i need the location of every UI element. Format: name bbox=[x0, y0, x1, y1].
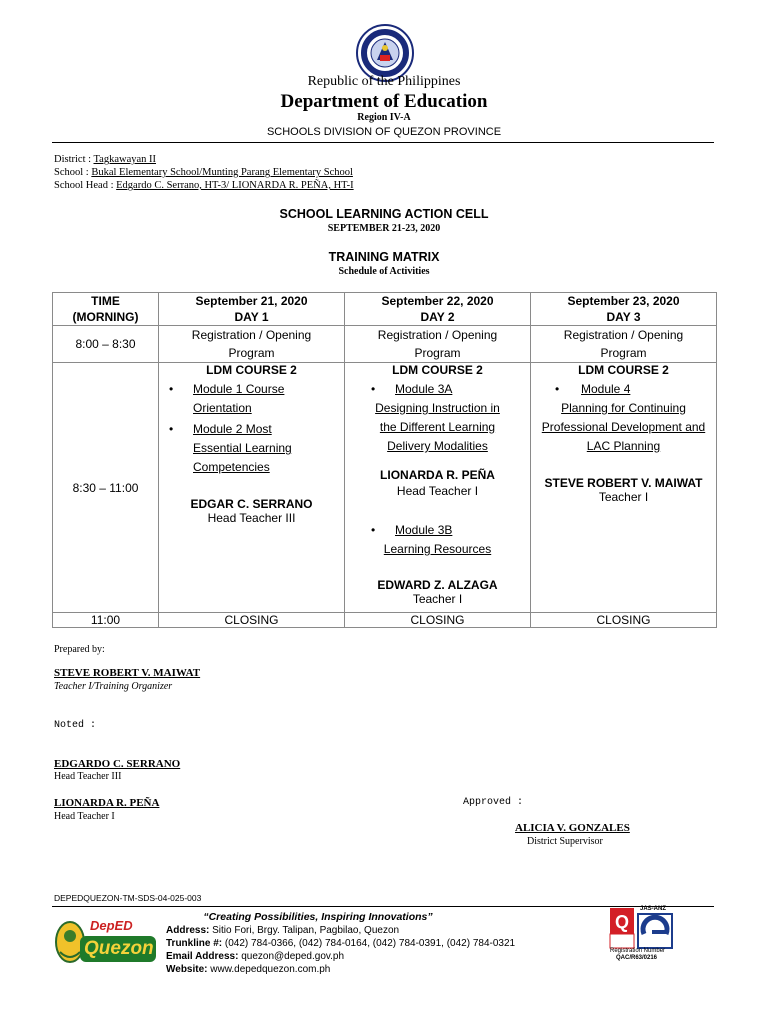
bullet-icon: • bbox=[555, 382, 560, 396]
day3-sessions-cell bbox=[531, 363, 717, 613]
closing-cell: CLOSING bbox=[531, 613, 717, 628]
time-header-sub: (MORNING) bbox=[72, 310, 139, 324]
school-label: School : bbox=[54, 167, 92, 178]
division-text: SCHOOLS DIVISION OF QUEZON PROVINCE bbox=[266, 126, 502, 138]
website-label: Website: bbox=[166, 964, 211, 975]
prepared-role: Teacher I/Training Organizer bbox=[54, 681, 173, 692]
slac-title: SCHOOL LEARNING ACTION CELL bbox=[279, 207, 489, 221]
time-header bbox=[53, 293, 159, 326]
day1-module-list bbox=[159, 380, 344, 477]
time-header-label: TIME bbox=[91, 294, 120, 308]
table-header-row bbox=[53, 293, 717, 326]
speaker-name: EDWARD Z. ALZAGA bbox=[377, 578, 498, 592]
speaker-name: EDGAR C. SERRANO bbox=[190, 497, 313, 511]
table-row bbox=[53, 363, 717, 613]
training-matrix-table bbox=[52, 292, 717, 628]
module-text: Planning for Continuing bbox=[561, 401, 686, 415]
module-text: Professional Development and bbox=[541, 420, 706, 434]
header-divider bbox=[52, 142, 714, 143]
speaker-name: LIONARDA R. PEÑA bbox=[380, 468, 495, 482]
trunkline-label: Trunkline #: bbox=[166, 938, 225, 949]
list-item bbox=[169, 380, 344, 418]
registration-line: Registration / Opening bbox=[563, 328, 684, 342]
table-row bbox=[53, 326, 717, 363]
website-value: www.depedquezon.com.ph bbox=[210, 964, 331, 975]
course-title: LDM COURSE 2 bbox=[392, 363, 483, 377]
logo-deped-text: DepED bbox=[90, 918, 133, 933]
time-cell: 11:00 bbox=[53, 613, 159, 628]
approved-role: District Supervisor bbox=[527, 836, 603, 847]
deped-quezon-logo bbox=[54, 916, 160, 966]
speaker-role: Teacher I bbox=[412, 592, 463, 606]
school-info bbox=[54, 153, 354, 192]
svg-text:Q: Q bbox=[614, 912, 630, 932]
list-item bbox=[169, 420, 344, 477]
list-item bbox=[531, 380, 716, 399]
bullet-icon: • bbox=[371, 382, 376, 396]
region-text: Region IV-A bbox=[357, 112, 411, 123]
registration-line: Program bbox=[228, 346, 275, 360]
registration-line: Registration / Opening bbox=[191, 328, 312, 342]
module-text: LAC Planning bbox=[586, 439, 661, 453]
registration-cell bbox=[345, 326, 531, 363]
department-title: Department of Education bbox=[280, 91, 488, 112]
approved-label: Approved : bbox=[463, 797, 524, 808]
day2-sessions-cell bbox=[345, 363, 531, 613]
module-text: Delivery Modalities bbox=[387, 439, 488, 453]
day3-date: September 23, 2020 bbox=[567, 294, 680, 308]
bullet-icon: • bbox=[371, 523, 376, 537]
registration-line: Registration / Opening bbox=[377, 328, 498, 342]
module-text: Orientation bbox=[193, 401, 252, 415]
email-value: quezon@deped.gov.ph bbox=[241, 951, 345, 962]
module-text: Module 2 Most bbox=[193, 422, 272, 436]
module-text: Module 1 Course bbox=[193, 382, 285, 396]
list-item bbox=[345, 521, 530, 540]
address-value: Sitio Fori, Brgy. Talipan, Pagbilao, Quezon bbox=[212, 925, 400, 936]
prepared-name: STEVE ROBERT V. MAIWAT bbox=[54, 667, 201, 679]
module-text: the Different Learning bbox=[379, 420, 496, 434]
course-title: LDM COURSE 2 bbox=[206, 363, 297, 377]
speaker-role: Teacher I bbox=[598, 490, 649, 504]
table-row bbox=[53, 613, 717, 628]
day1-label: DAY 1 bbox=[234, 310, 269, 324]
slac-dates: SEPTEMBER 21-23, 2020 bbox=[327, 223, 441, 234]
matrix-title: TRAINING MATRIX bbox=[328, 250, 440, 264]
module-text: Module 3B bbox=[395, 523, 453, 537]
school-head-label: School Head : bbox=[54, 180, 117, 191]
deped-seal-icon bbox=[330, 22, 440, 82]
module-text: Essential Learning bbox=[193, 441, 292, 455]
time-cell: 8:30 – 11:00 bbox=[53, 363, 159, 613]
day2-header bbox=[345, 293, 531, 326]
module-4-block bbox=[531, 380, 716, 456]
bullet-icon: • bbox=[169, 422, 174, 436]
day3-header bbox=[531, 293, 717, 326]
republic-text: Republic of the Philippines bbox=[307, 74, 461, 89]
noted1-role: Head Teacher III bbox=[54, 771, 122, 782]
module-3a-block bbox=[345, 380, 530, 456]
school-value: Bukal Elementary School/Munting Parang Elementary School bbox=[91, 167, 353, 178]
day1-date: September 21, 2020 bbox=[195, 294, 308, 308]
prepared-label: Prepared by: bbox=[54, 644, 105, 655]
closing-cell: CLOSING bbox=[345, 613, 531, 628]
bullet-icon: • bbox=[169, 382, 174, 396]
trunkline-value: (042) 784-0366, (042) 784-0164, (042) 784-0391, (042) 784-0321 bbox=[224, 938, 516, 949]
registration-cell bbox=[531, 326, 717, 363]
course-title: LDM COURSE 2 bbox=[578, 363, 669, 377]
schedule-subtitle: Schedule of Activities bbox=[338, 266, 430, 277]
time-cell: 8:00 – 8:30 bbox=[53, 326, 159, 363]
approved-name: ALICIA V. GONZALES bbox=[515, 822, 630, 834]
module-text: Learning Resources bbox=[383, 542, 492, 556]
noted-label: Noted : bbox=[54, 720, 97, 731]
jas-anz-text: JAS-ANZ bbox=[640, 906, 667, 912]
speaker-role: Head Teacher III bbox=[207, 511, 296, 525]
district-value: Tagkawayan II bbox=[93, 154, 157, 165]
day1-sessions-cell bbox=[159, 363, 345, 613]
noted2-role: Head Teacher I bbox=[54, 811, 115, 822]
day3-label: DAY 3 bbox=[606, 310, 641, 324]
speaker-name: STEVE ROBERT V. MAIWAT bbox=[544, 476, 703, 490]
module-text: Designing Instruction in bbox=[375, 401, 500, 415]
footer-contact bbox=[166, 924, 515, 976]
day1-header bbox=[159, 293, 345, 326]
footer-tagline: “Creating Possibilities, Inspiring Innovations” bbox=[203, 911, 433, 923]
module-text: Module 3A bbox=[395, 382, 453, 396]
registration-number-label: Registration Number bbox=[610, 948, 666, 954]
noted1-name: EDGARDO C. SERRANO bbox=[54, 758, 181, 770]
list-item bbox=[345, 380, 530, 399]
registration-number-value: QAC/R63/0216 bbox=[616, 955, 658, 961]
registration-line: Program bbox=[600, 346, 647, 360]
day2-date: September 22, 2020 bbox=[381, 294, 494, 308]
noted2-name: LIONARDA R. PEÑA bbox=[54, 797, 160, 809]
address-label: Address: bbox=[166, 925, 213, 936]
module-text: Module 4 bbox=[581, 382, 631, 396]
school-head-value: Edgardo C. Serrano, HT-3/ LIONARDA R. PEÑA, HT-I bbox=[116, 180, 354, 191]
speaker-role: Head Teacher I bbox=[396, 484, 479, 498]
email-label: Email Address: bbox=[166, 951, 242, 962]
day2-label: DAY 2 bbox=[420, 310, 455, 324]
logo-quezon-text: Quezon bbox=[84, 938, 154, 959]
registration-line: Program bbox=[414, 346, 461, 360]
module-text: Competencies bbox=[193, 460, 270, 474]
closing-cell: CLOSING bbox=[159, 613, 345, 628]
iso-certification-badge bbox=[608, 906, 696, 964]
registration-cell bbox=[159, 326, 345, 363]
document-code: DEPEDQUEZON-TM-SDS-04-025-003 bbox=[54, 893, 202, 903]
district-label: District : bbox=[54, 154, 94, 165]
module-3b-block bbox=[345, 521, 530, 559]
